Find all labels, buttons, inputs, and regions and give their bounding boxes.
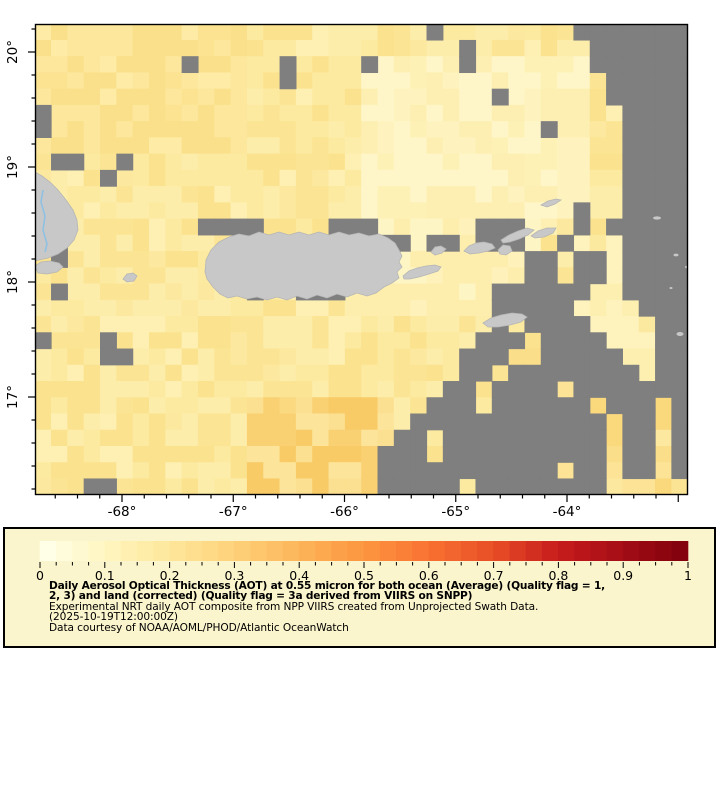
y-axis-ticks	[28, 29, 35, 489]
y-tick-label: 18°	[5, 270, 21, 294]
x-tick-label: -65°	[441, 504, 471, 520]
colorbar-tick-label: 0.5	[354, 568, 374, 581]
islet	[653, 216, 661, 219]
x-tick-label: -67°	[218, 504, 248, 520]
y-tick-label: 17°	[5, 385, 21, 409]
x-tick-label: -66°	[330, 504, 359, 520]
colorbar-tick-label: 0.7	[483, 568, 504, 581]
islet	[674, 254, 679, 257]
land-puerto-rico	[205, 232, 402, 300]
x-tick-label: -64°	[552, 504, 582, 520]
y-tick-label: 20°	[5, 40, 21, 64]
colorbar-tick-label: 0.3	[224, 568, 245, 581]
legend-timestamp: (2025-10-19T12:00:00Z)	[49, 611, 178, 624]
colorbar-tick-label: 0.2	[159, 568, 180, 581]
colorbar-tick-label: 0.8	[548, 568, 569, 581]
map-plot-area	[35, 24, 689, 496]
colorbar-tick-label: 0.4	[289, 568, 310, 581]
colorbar-tick-label: 0.1	[94, 568, 115, 581]
legend-panel	[3, 527, 716, 648]
y-axis-labels	[5, 40, 21, 409]
legend-title-line2: 2, 3) and land (corrected) (Quality flag = 3a derived from VIIRS on SNPP)	[49, 590, 473, 603]
x-tick-label: -68°	[107, 504, 137, 520]
y-tick-label: 19°	[5, 155, 21, 179]
colorbar-tick-label: 0.9	[613, 568, 634, 581]
islet	[677, 332, 684, 336]
colorbar-tick-label: 1	[684, 568, 692, 581]
colorbar	[5, 529, 713, 581]
colorbar-tick-label: 0.6	[418, 568, 439, 581]
x-axis-labels	[108, 504, 582, 520]
legend-subtitle: Experimental NRT daily AOT composite from NPP VIIRS created from Unprojected Swath Data.	[49, 600, 539, 613]
legend-title-line1: Daily Aerosol Optical Thickness (AOT) at 0.55 micron for both ocean (Average) (Quality flag = 1,	[49, 580, 605, 592]
islet	[670, 287, 673, 289]
colorbar-tick-label: 0	[36, 568, 44, 581]
legend-text-block	[49, 581, 706, 633]
x-axis-ticks	[55, 495, 678, 502]
legend-credit: Data courtesy of NOAA/AOML/PHOD/Atlantic OceanWatch	[49, 621, 349, 634]
colorbar-segments	[40, 541, 689, 561]
